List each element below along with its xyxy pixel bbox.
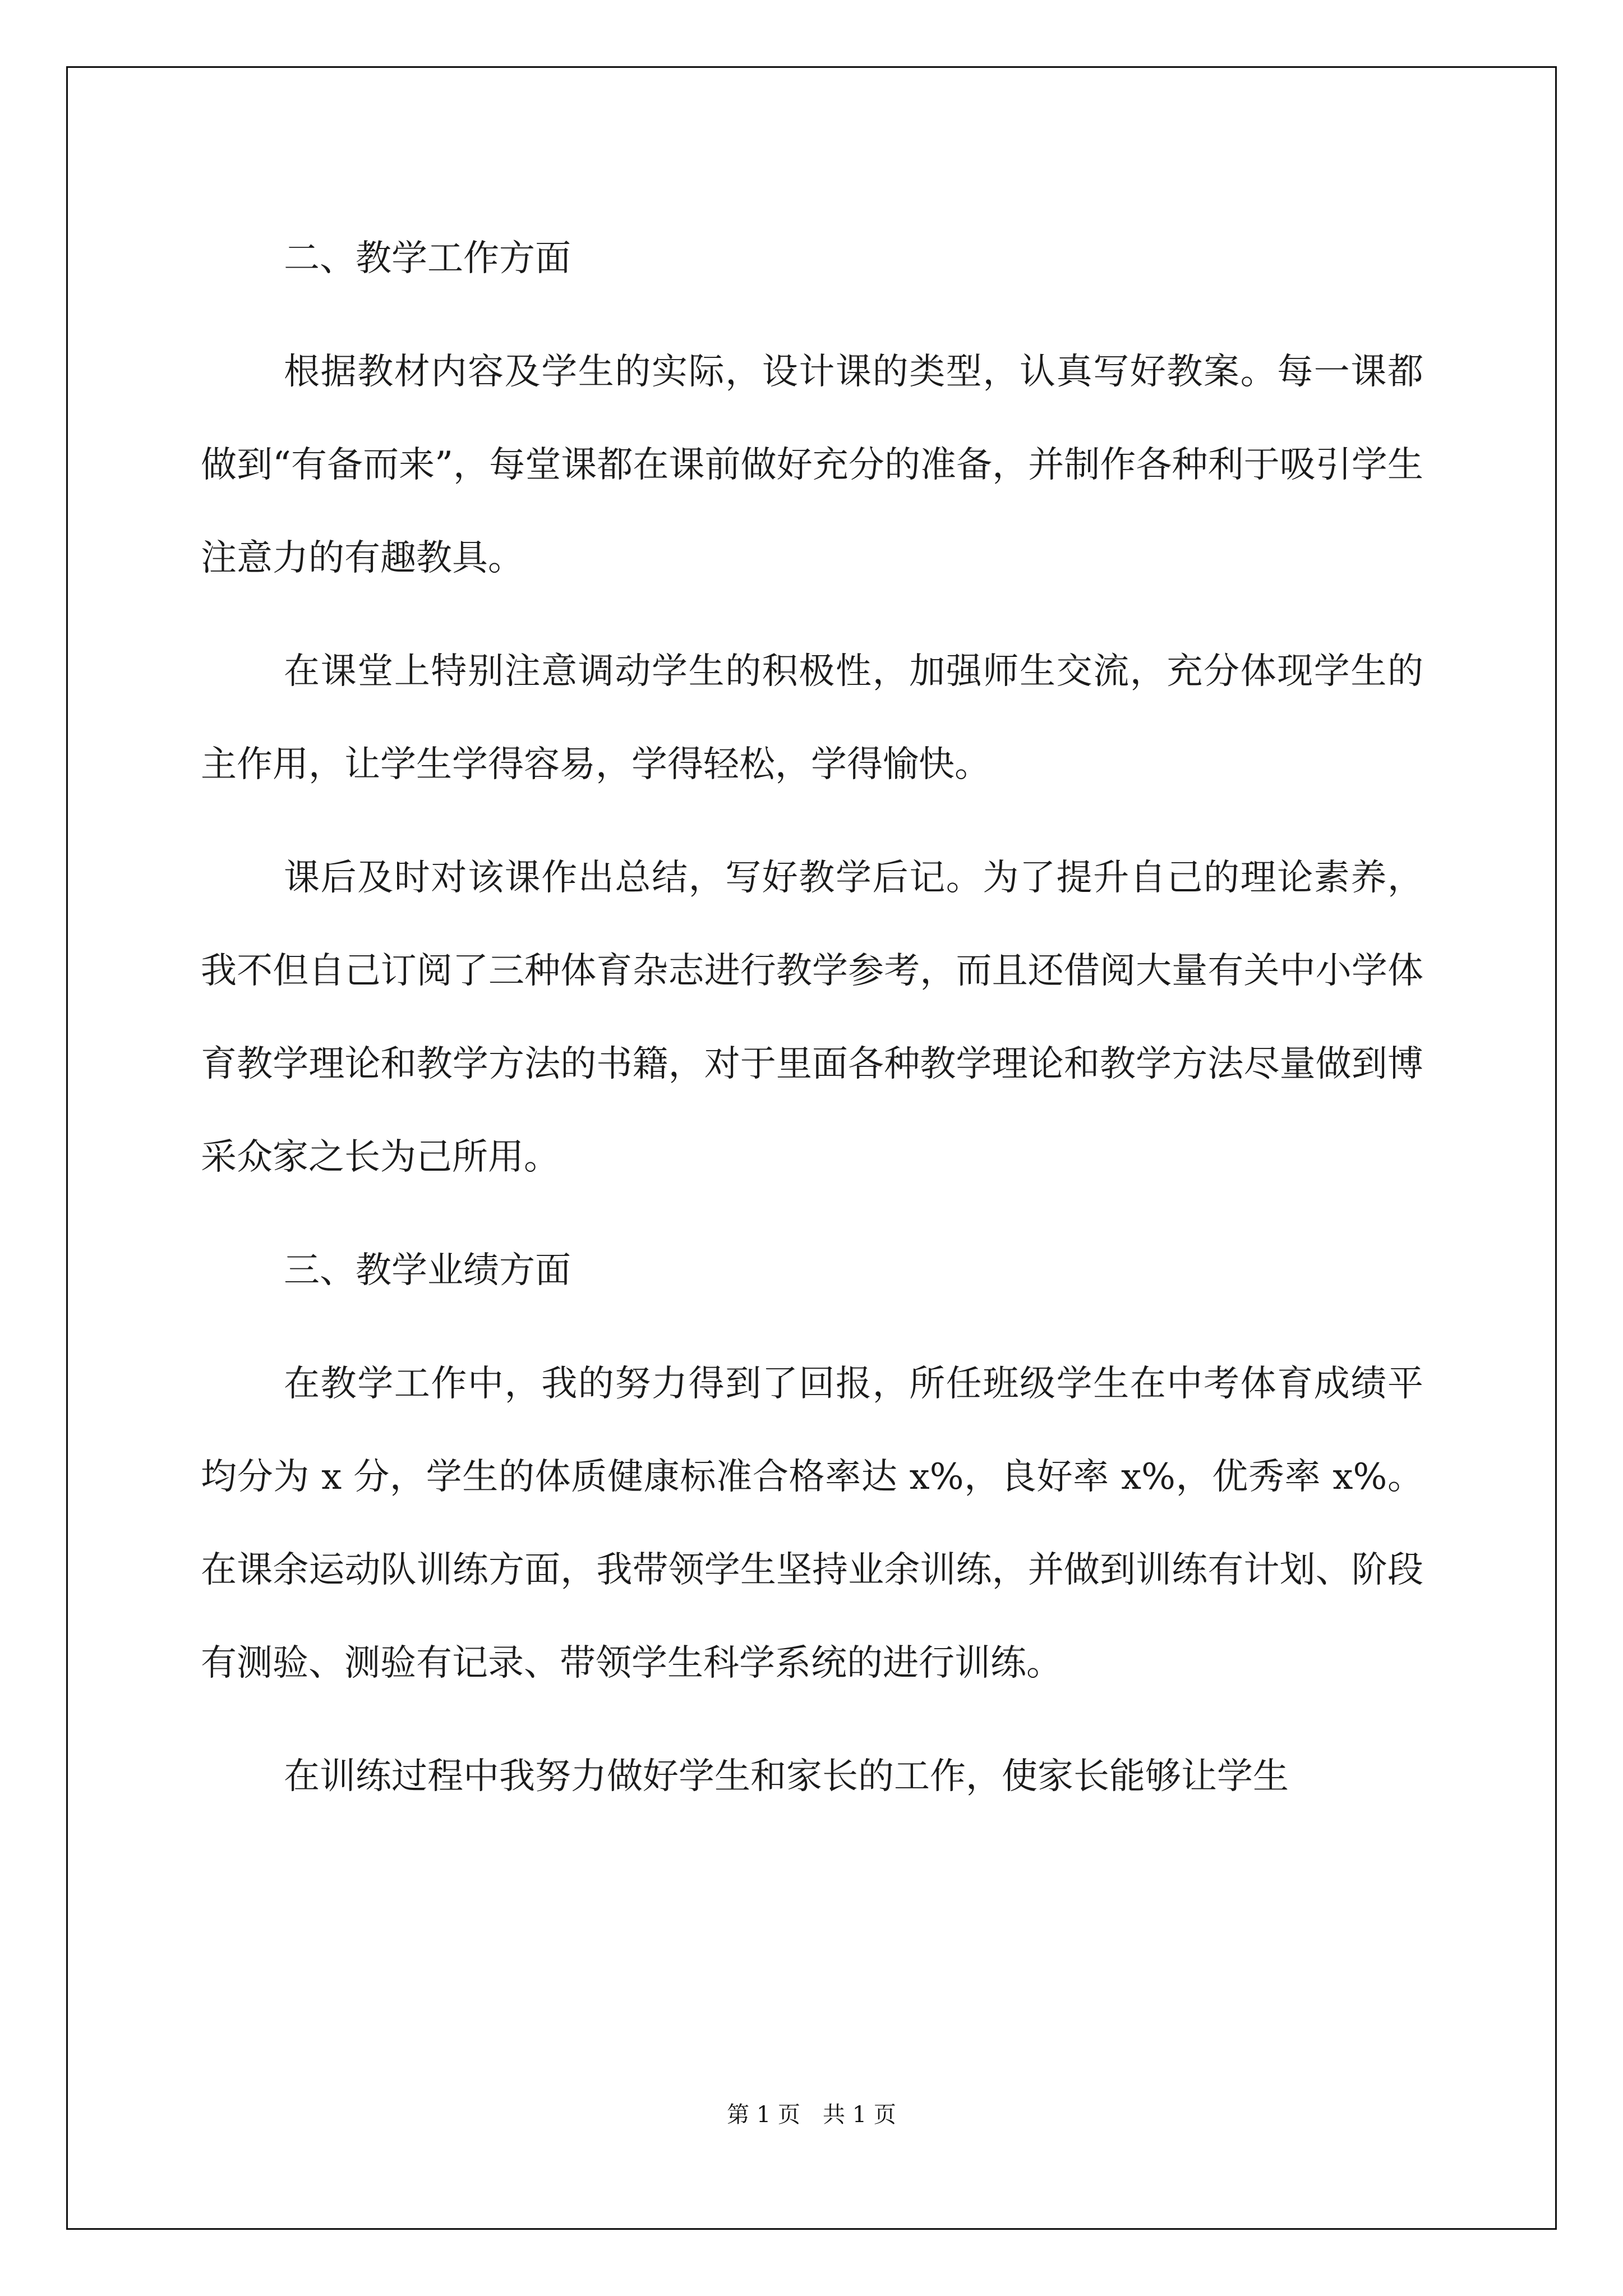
spacer (201, 1317, 1423, 1337)
page-number: 第 1 页 共 1 页 (727, 2102, 896, 2128)
spacer (201, 1710, 1423, 1730)
section-heading-teaching-work: 二、教学工作方面 (284, 238, 571, 279)
spacer (201, 605, 1423, 625)
spacer (201, 811, 1423, 831)
paragraph-lesson-preparation: 根据教材内容及学生的实际，设计课的类型，认真写好教案。每一课都做到“有备而来”，每堂课都在课前做好充分的准备，并制作各种利于吸引学生注意力的有趣教具。 (201, 351, 1423, 579)
paragraph-training: 在训练过程中我努力做好学生和家长的工作，使家长能够让学生 (284, 1756, 1289, 1797)
paragraph-classroom: 在课堂上特别注意调动学生的积极性，加强师生交流，充分体现学生的主作用，让学生学得容易，学得轻松，学得愉快。 (201, 651, 1423, 785)
paragraph-after-class: 课后及时对该课作出总结，写好教学后记。为了提升自己的理论素养，我不但自己订阅了三种体育杂志进行教学参考，而且还借阅大量有关中小学体育教学理论和教学方法的书籍，对于里面各种教学理论和教学方法尽量做到博采众家之长为己所用。 (201, 857, 1423, 1178)
document-body (201, 212, 1423, 1823)
spacer (201, 1204, 1423, 1224)
spacer (201, 305, 1423, 325)
paragraph-results: 在教学工作中，我的努力得到了回报，所任班级学生在中考体育成绩平均分为 x 分，学生的体质健康标准合格率达 x%，良好率 x%，优秀率 x%。在课余运动队训练方面，我带领学生坚持业余训练，并做到训练有计划、阶段有测验、测验有记录、带领学生科学系统的进行训练。 (201, 1363, 1423, 1684)
section-heading-achievements: 三、教学业绩方面 (284, 1250, 571, 1291)
